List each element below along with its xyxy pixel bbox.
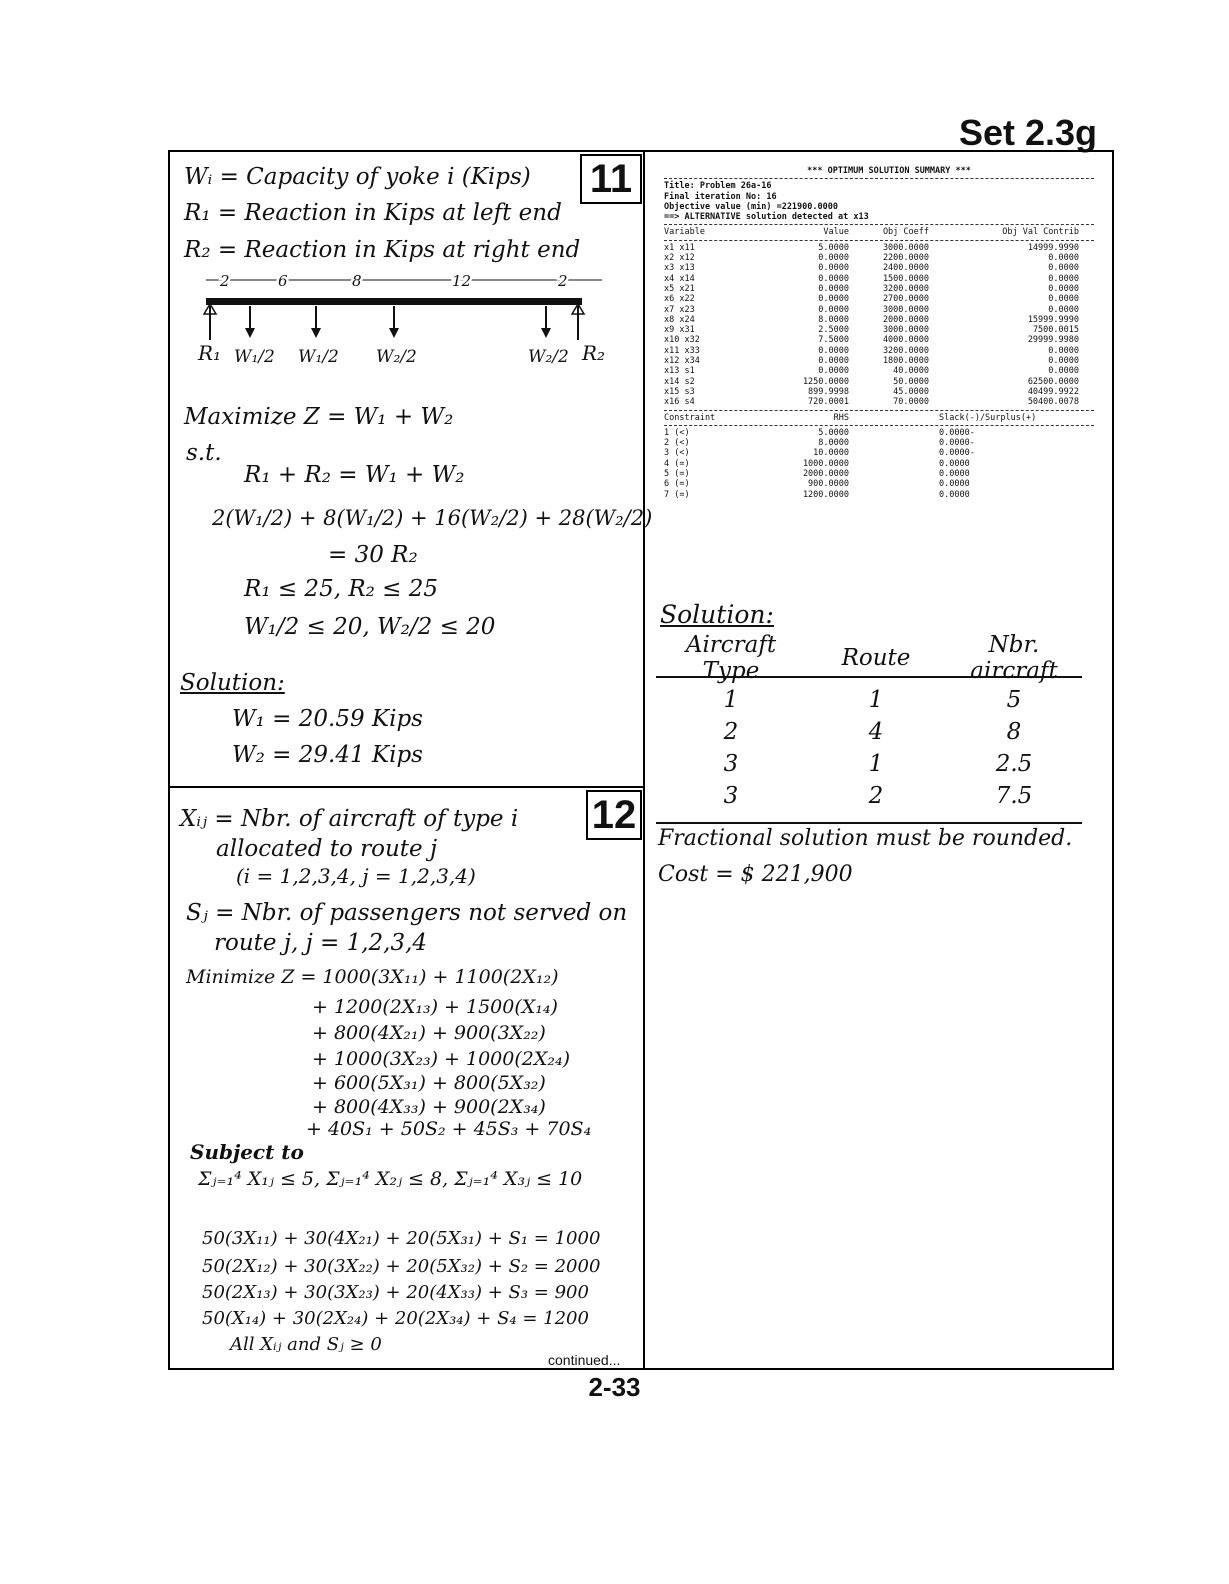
p11-solution-w2: W₂ = 29.41 Kips [232,742,423,768]
beam-spacing-1: 2 [220,272,230,290]
constraint-cell: 0.0000 [939,479,970,490]
p12-constraint-route-4: 50(X₁₄) + 30(2X₂₄) + 20(2X₃₄) + S₄ = 1200 [202,1308,589,1329]
printout-objective: Objective value (min) =221900.0000 [664,201,838,212]
problem-11-number: 11 [580,154,642,204]
constraint-cell: 0.0000- [939,427,975,438]
optimum-solution-printout [664,166,1094,500]
aircraft-table-body [656,678,1082,824]
p11-st: s.t. [186,440,222,466]
variable-cell: 40.0000 [893,366,929,377]
variable-cell: 3200.0000 [882,345,929,356]
printout-iteration: Final iteration No: 16 [664,191,777,202]
printout-alternative: ==> ALTERNATIVE solution detected at x13 [664,212,869,223]
variable-row [664,356,1094,366]
constraint-row [664,490,1094,500]
variable-cell: 3000.0000 [882,242,929,253]
constraint-row [664,459,1094,469]
variable-row [664,253,1094,263]
variable-cell: 0.0000 [818,253,849,264]
p11-solution-w1: W₁ = 20.59 Kips [232,706,423,732]
beam-spacing-2: 6 [278,272,288,290]
beam-diagram [190,270,620,380]
constraint-row [664,479,1094,489]
aircraft-cell: 2 [868,783,884,809]
variable-row [664,335,1094,345]
p12-objective-5: + 600(5X₃₁) + 800(5X₃₂) [312,1072,546,1094]
variable-cell: 0.0000 [1048,263,1079,274]
p11-constraint-3: = 30 R₂ [328,542,418,568]
p11-objective: Maximize Z = W₁ + W₂ [184,404,454,430]
col-obj-val-contrib: Obj Val Contrib [1002,227,1079,238]
variable-cell: 0.0000 [818,273,849,284]
constraint-cell: 7 (=) [664,489,690,500]
aircraft-row [656,780,1082,812]
variable-cell: x7 x23 [664,304,695,315]
constraint-cell: 1000.0000 [802,458,849,469]
variable-row [664,346,1094,356]
constraint-cell: 5 (=) [664,469,690,480]
aircraft-cell: 3 [723,783,739,809]
p12-constraint-sums: Σⱼ₌₁⁴ X₁ⱼ ≤ 5, Σⱼ₌₁⁴ X₂ⱼ ≤ 8, Σⱼ₌₁⁴ X₃ⱼ ≤ 10 [198,1168,583,1190]
variable-row [664,325,1094,335]
constraint-cell: 2 (<) [664,438,690,449]
variable-cell: x10 x32 [664,335,700,346]
label-w2-a: W₂/2 [376,347,417,367]
p11-constraint-4: R₁ ≤ 25, R₂ ≤ 25 [244,576,439,602]
p11-solution-label: Solution: [180,670,285,696]
label-w1-a: W₁/2 [234,347,275,367]
variable-cell: 2700.0000 [882,294,929,305]
col-slack: Slack(-)/Surplus(+) [939,412,1037,423]
p12-subject-to: Subject to [190,1140,304,1164]
p12-def-5: route j, j = 1,2,3,4 [214,930,428,956]
variable-cell: 40499.9922 [1027,386,1079,397]
variable-row [664,305,1094,315]
aircraft-cell: 5 [1006,687,1022,713]
p12-objective-6: + 800(4X₃₃) + 900(2X₃₄) [312,1096,546,1118]
variable-cell: x2 x12 [664,253,695,264]
variable-cell: 8.0000 [818,314,849,325]
label-r1: R₁ [198,341,222,365]
def-r2: R₂ = Reaction in Kips at right end [184,237,581,263]
constraint-cell: 0.0000 [939,458,970,469]
constraint-cell: 5.0000 [818,427,849,438]
p12-objective-4: + 1000(3X₂₃) + 1000(2X₂₄) [312,1048,571,1070]
p12-constraint-route-1: 50(3X₁₁) + 30(4X₂₁) + 20(5X₃₁) + S₁ = 1000 [202,1228,601,1249]
p11-constraint-1: R₁ + R₂ = W₁ + W₂ [244,462,465,488]
variable-cell: 0.0000 [818,294,849,305]
col-constraint: Constraint [664,412,716,423]
variable-cell: 720.0001 [808,397,849,408]
p12-def-4: Sⱼ = Nbr. of passengers not served on [186,900,628,926]
variable-cell: 0.0000 [1048,294,1079,305]
variable-row [664,397,1094,407]
constraint-cell: 0.0000- [939,438,975,449]
p11-constraint-2: 2(W₁/2) + 8(W₁/2) + 16(W₂/2) + 28(W₂/2) [212,506,653,530]
aircraft-row [656,748,1082,780]
variable-cell: x5 x21 [664,283,695,294]
aircraft-cell: 8 [1006,719,1022,745]
cost-note: Cost = $ 221,900 [658,862,853,887]
variable-row [664,243,1094,253]
variable-cell: 7500.0015 [1032,325,1079,336]
column-divider [643,150,645,1370]
variable-cell: x15 s3 [664,386,695,397]
beam-spacing-4: 12 [452,272,472,290]
variable-cell: 3200.0000 [882,283,929,294]
aircraft-cell: 7.5 [995,783,1033,809]
variable-cell: 1250.0000 [802,376,849,387]
constraint-cell: 4 (=) [664,458,690,469]
variable-cell: 7.5000 [818,335,849,346]
constraint-cell: 6 (=) [664,479,690,490]
variable-cell: 29999.9980 [1027,335,1079,346]
variable-cell: 1500.0000 [882,273,929,284]
variable-cell: 5.0000 [818,242,849,253]
aircraft-allocation-table [656,632,1082,824]
p12-def-1: Xᵢⱼ = Nbr. of aircraft of type i [180,806,519,832]
variable-cell: 0.0000 [1048,283,1079,294]
constraint-cell: 10.0000 [813,448,849,459]
variable-cell: 0.0000 [818,283,849,294]
printout-title: Title: Problem 26a-16 [664,181,772,192]
aircraft-table-header [656,632,1082,684]
variable-cell: x6 x22 [664,294,695,305]
variable-cell: 0.0000 [1048,273,1079,284]
constraint-cell: 0.0000- [939,448,975,459]
p12-objective-3: + 800(4X₂₁) + 900(3X₂₂) [312,1022,546,1044]
variable-cell: 50.0000 [893,376,929,387]
variable-cell: 3000.0000 [882,304,929,315]
header-aircraft-type: Aircraft Type [685,632,777,684]
beam [206,298,582,305]
variables-header-row [664,227,1094,237]
variable-row [664,284,1094,294]
variable-cell: 0.0000 [1048,304,1079,315]
constraints-header-row [664,413,1094,423]
p12-nonneg: All Xᵢⱼ and Sⱼ ≥ 0 [230,1334,382,1355]
p11-constraint-5: W₁/2 ≤ 20, W₂/2 ≤ 20 [244,614,496,640]
def-capacity: Wᵢ = Capacity of yoke i (Kips) [184,164,531,190]
aircraft-row [656,684,1082,716]
variable-cell: 45.0000 [893,386,929,397]
aircraft-cell: 1 [868,687,884,713]
variable-cell: 2.5000 [818,325,849,336]
header-nbr-aircraft: Nbr. aircraft [970,632,1058,684]
variable-cell: 0.0000 [818,366,849,377]
page-number: 2-33 [588,1372,641,1402]
aircraft-cell: 3 [723,751,739,777]
variable-cell: 0.0000 [818,356,849,367]
variable-cell: x1 x11 [664,242,695,253]
variable-cell: 0.0000 [1048,345,1079,356]
def-r1: R₁ = Reaction in Kips at left end [184,200,562,226]
p12-objective-7: + 40S₁ + 50S₂ + 45S₃ + 70S₄ [306,1118,592,1140]
label-r2: R₂ [582,341,606,365]
fractional-note: Fractional solution must be rounded. [658,826,1073,851]
p12-def-3: (i = 1,2,3,4, j = 1,2,3,4) [236,864,476,888]
constraint-cell: 1 (<) [664,427,690,438]
aircraft-cell: 4 [868,719,884,745]
variable-cell: 2400.0000 [882,263,929,274]
aircraft-row [656,716,1082,748]
variable-cell: 0.0000 [1048,253,1079,264]
constraint-cell: 3 (<) [664,448,690,459]
aircraft-cell: 1 [723,687,739,713]
constraint-row [664,469,1094,479]
variables-table [664,243,1094,408]
variable-row [664,387,1094,397]
col-rhs: RHS [833,412,849,423]
variable-cell: x16 s4 [664,397,695,408]
variable-row [664,263,1094,273]
label-w2-b: W₂/2 [528,347,569,367]
constraint-row [664,448,1094,458]
variable-cell: 4000.0000 [882,335,929,346]
p12-solution-label: Solution: [660,600,774,629]
constraints-table [664,428,1094,500]
printout-header: *** OPTIMUM SOLUTION SUMMARY *** [807,166,971,176]
variable-cell: x8 x24 [664,314,695,325]
p12-constraint-route-3: 50(2X₁₃) + 30(3X₂₃) + 20(4X₃₃) + S₃ = 900 [202,1282,589,1303]
aircraft-cell: 2.5 [995,751,1033,777]
variable-row [664,366,1094,376]
variable-cell: 50400.0078 [1027,397,1079,408]
variable-cell: 0.0000 [1048,356,1079,367]
variable-cell: 2000.0000 [882,314,929,325]
beam-spacing-3: 8 [352,272,362,290]
constraint-cell: 8.0000 [818,438,849,449]
variable-cell: 0.0000 [818,263,849,274]
variable-cell: x12 x34 [664,356,700,367]
variable-cell: x14 s2 [664,376,695,387]
variable-cell: x13 s1 [664,366,695,377]
constraint-cell: 1200.0000 [802,489,849,500]
variable-cell: 0.0000 [818,345,849,356]
variable-cell: 1800.0000 [882,356,929,367]
variable-row [664,377,1094,387]
variable-cell: 2200.0000 [882,253,929,264]
variable-row [664,274,1094,284]
problem-12-number: 12 [586,790,642,840]
beam-spacing-5: 2 [558,272,568,290]
p12-constraint-route-2: 50(2X₁₂) + 30(3X₂₂) + 20(5X₃₂) + S₂ = 2000 [202,1256,601,1277]
continued-note: continued... [548,1352,621,1368]
p12-objective-1: Minimize Z = 1000(3X₁₁) + 1100(2X₁₂) [186,966,559,988]
aircraft-cell: 1 [868,751,884,777]
variable-cell: 70.0000 [893,397,929,408]
variable-row [664,315,1094,325]
constraint-row [664,438,1094,448]
variable-cell: x4 x14 [664,273,695,284]
label-w1-b: W₁/2 [298,347,339,367]
variable-cell: 62500.0000 [1027,376,1079,387]
col-variable: Variable [664,227,705,238]
constraint-cell: 0.0000 [939,489,970,500]
p12-def-2: allocated to route j [216,836,438,862]
variable-cell: 0.0000 [818,304,849,315]
variable-cell: 0.0000 [1048,366,1079,377]
constraint-cell: 900.0000 [808,479,849,490]
variable-row [664,294,1094,304]
aircraft-cell: 2 [723,719,739,745]
set-title: Set 2.3g [958,112,1097,153]
col-obj-coeff: Obj Coeff [882,227,929,238]
variable-cell: 15999.9990 [1027,314,1079,325]
constraint-cell: 0.0000 [939,469,970,480]
constraint-cell: 2000.0000 [802,469,849,480]
variable-cell: 3000.0000 [882,325,929,336]
header-route: Route [841,645,911,671]
variable-cell: x9 x31 [664,325,695,336]
p12-objective-2: + 1200(2X₁₃) + 1500(X₁₄) [312,996,558,1018]
problem-divider [168,786,645,788]
variable-cell: 899.9998 [808,386,849,397]
variable-cell: 14999.9990 [1027,242,1079,253]
variable-cell: x11 x33 [664,345,700,356]
variable-cell: x3 x13 [664,263,695,274]
col-value: Value [823,227,849,238]
constraint-row [664,428,1094,438]
